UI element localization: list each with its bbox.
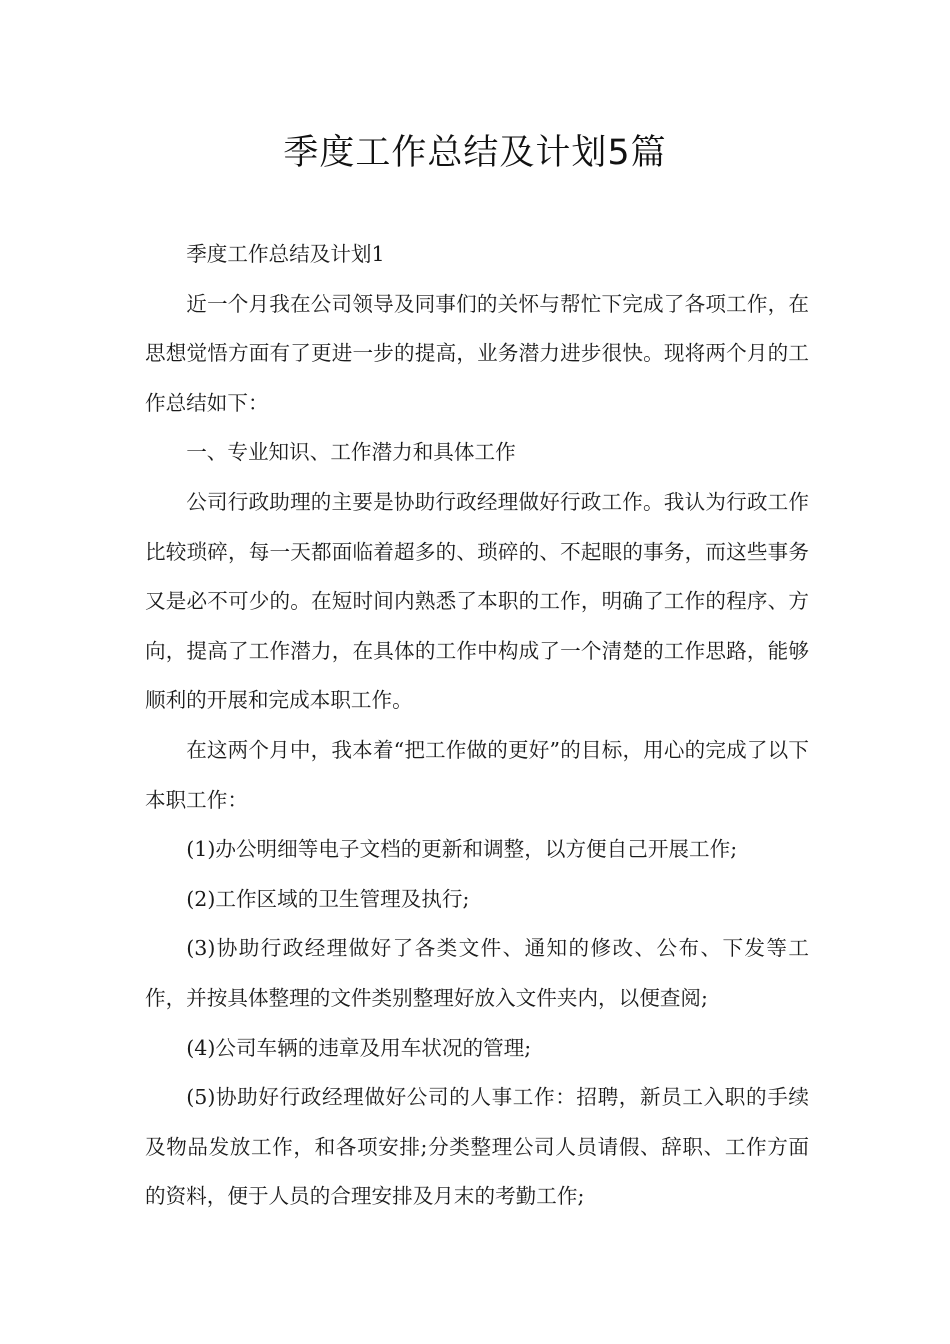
section-heading: 季度工作总结及计划1 — [186, 242, 385, 266]
document-body — [145, 230, 809, 1222]
paragraph: 近一个月我在公司领导及同事们的关怀与帮忙下完成了各项工作，在思想觉悟方面有了更进一步的提高，业务潜力进步很快。现将两个月的工作总结如下： — [145, 291, 809, 415]
list-item: (4)公司车辆的违章及用车状况的管理; — [186, 1035, 532, 1060]
paragraph: 在这两个月中，我本着“把工作做的更好”的目标，用心的完成了以下本职工作： — [145, 737, 809, 812]
section-subheading: 一、专业知识、工作潜力和具体工作 — [186, 440, 516, 465]
list-item: (2)工作区域的卫生管理及执行; — [186, 886, 470, 911]
list-item: (5)协助好行政经理做好公司的人事工作：招聘，新员工入职的手续及物品发放工作，和各项安排;分类整理公司人员请假、辞职、工作方面的资料，便于人员的合理安排及月末的考勤工作; — [145, 1085, 809, 1209]
list-item: (3)协助行政经理做好了各类文件、通知的修改、公布、下发等工作，并按具体整理的文件类别整理好放入文件夹内，以便查阅; — [145, 936, 809, 1010]
paragraph: 公司行政助理的主要是协助行政经理做好行政工作。我认为行政工作比较琐碎，每一天都面临着超多的、琐碎的、不起眼的事务，而这些事务又是必不可少的。在短时间内熟悉了本职的工作，明确了工作的程序、方向，提高了工作潜力，在具体的工作中构成了一个清楚的工作思路，能够顺利的开展和完成本职工作。 — [145, 489, 809, 713]
list-item: (1)办公明细等电子文档的更新和调整，以方便自己开展工作; — [186, 837, 738, 862]
document-title: 季度工作总结及计划5篇 — [283, 133, 667, 173]
